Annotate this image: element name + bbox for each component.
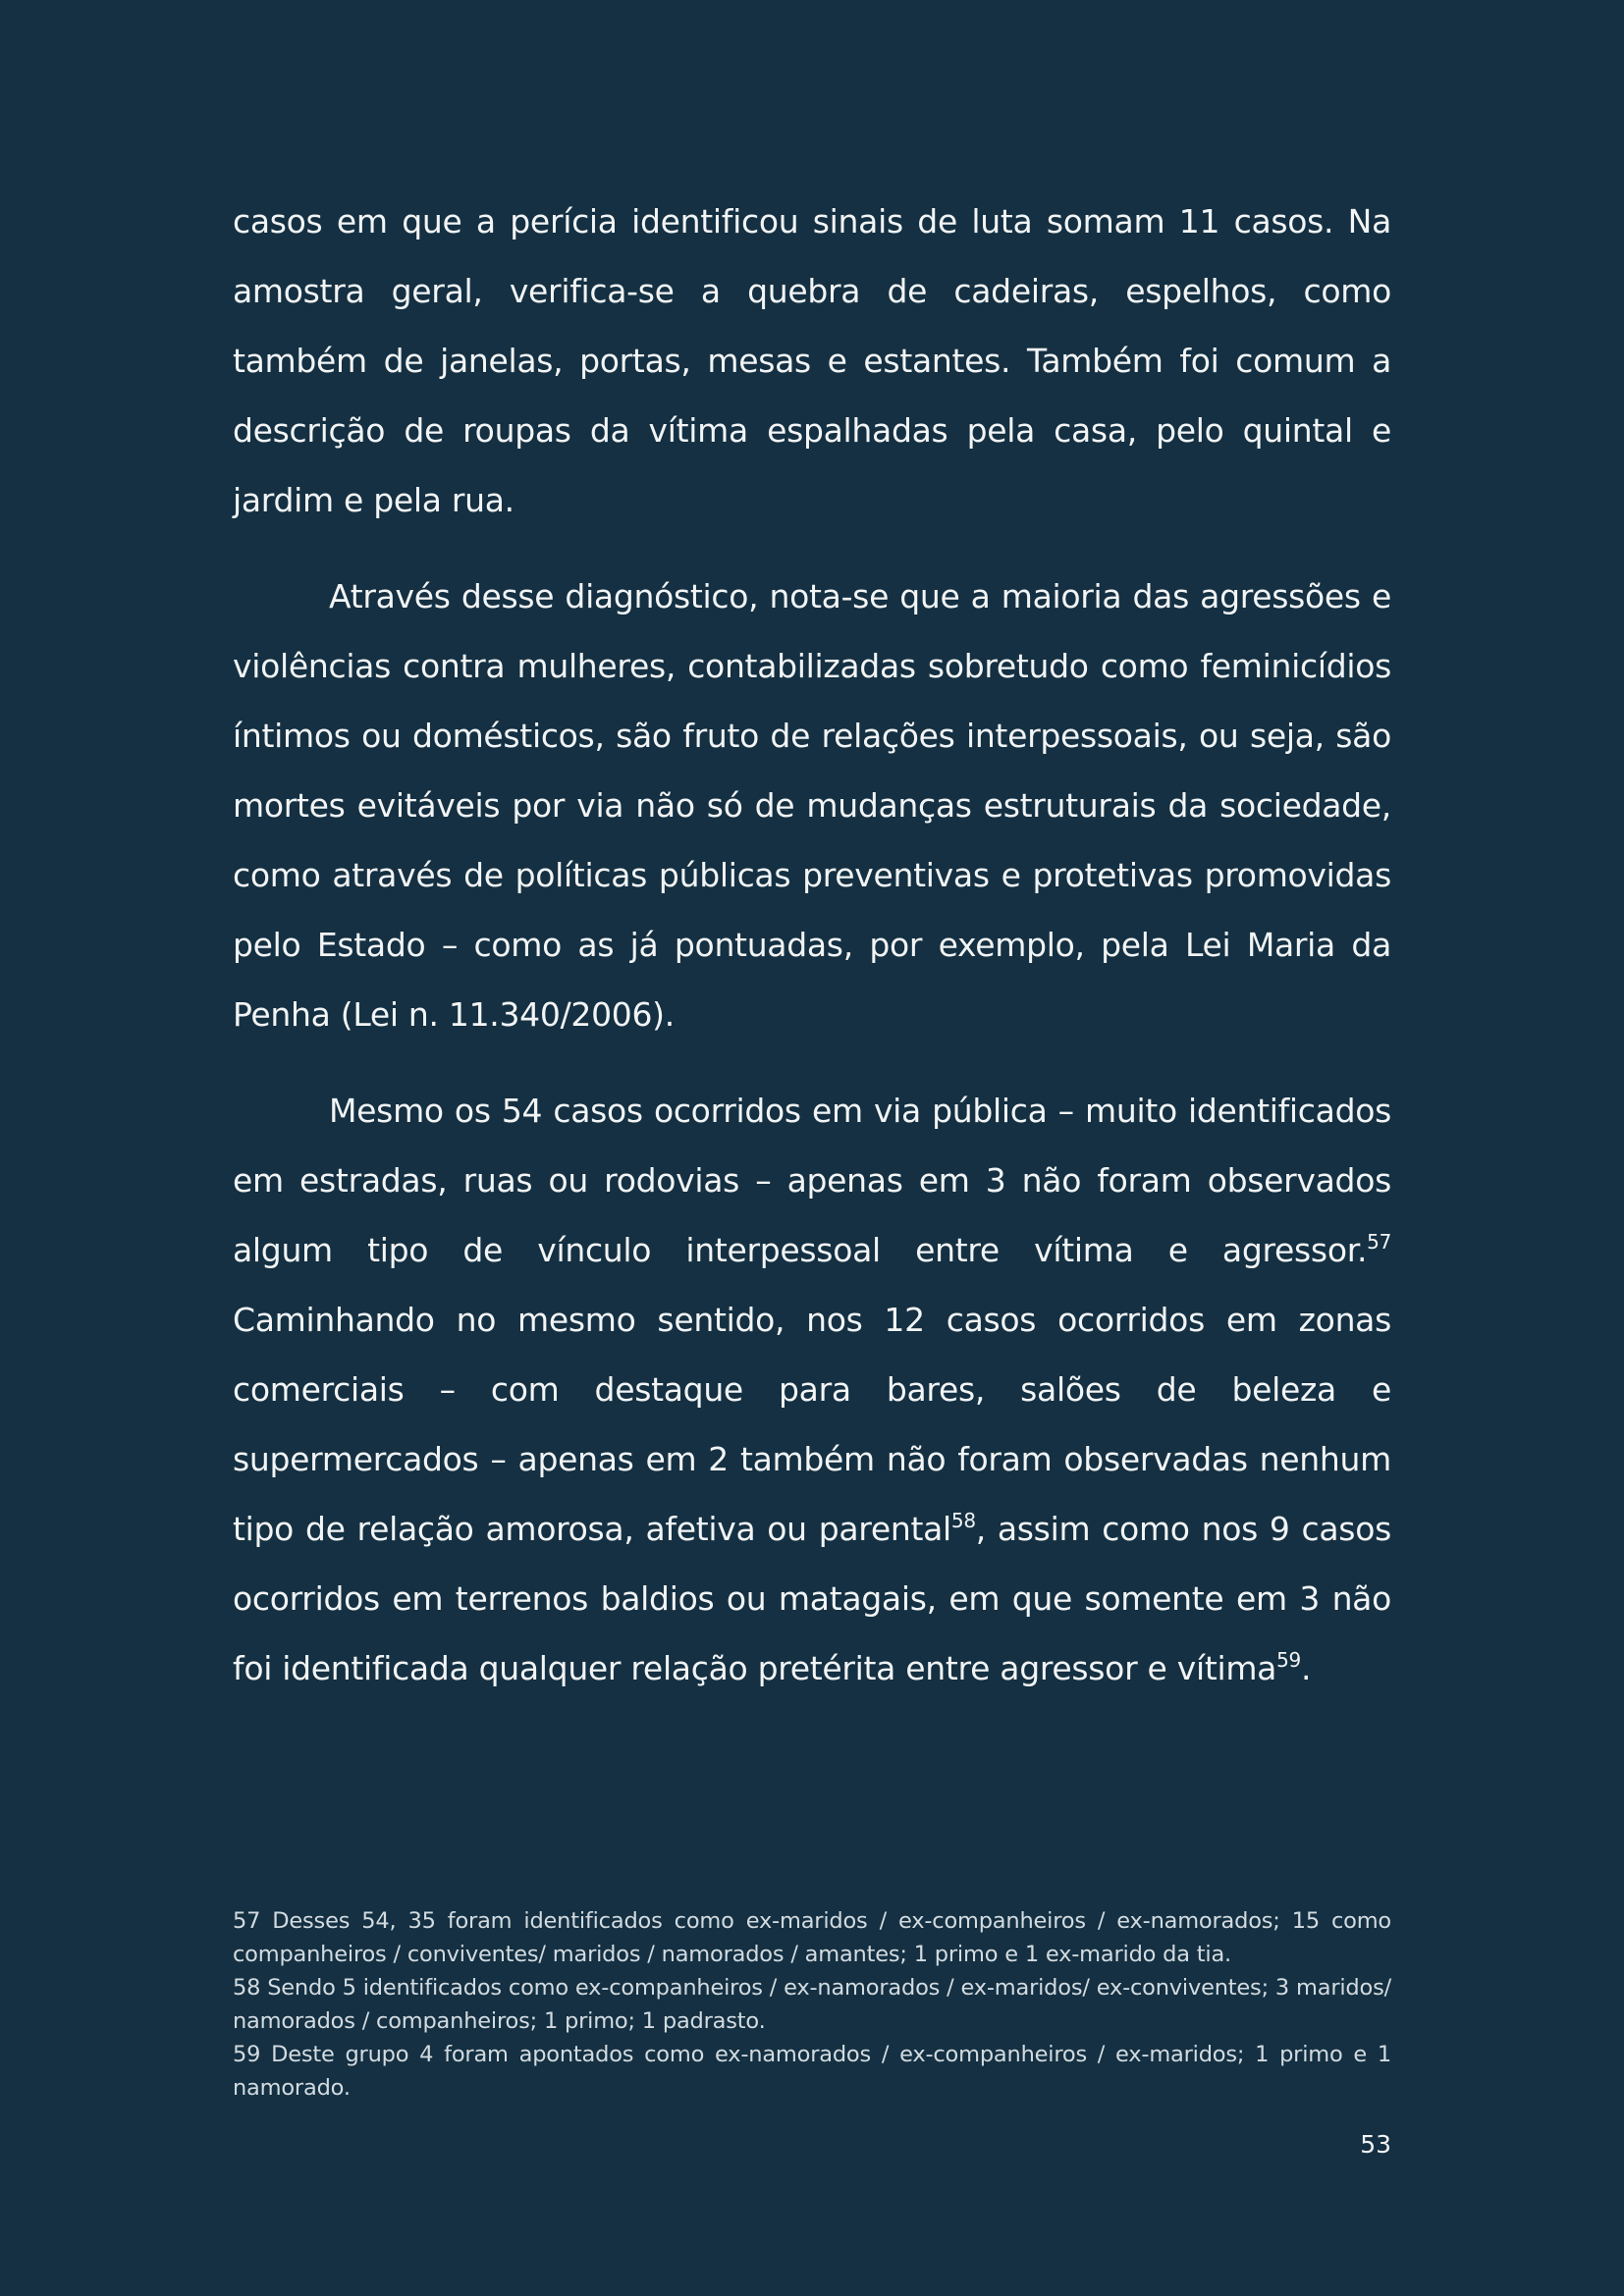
paragraph-text: . [1300,1649,1312,1687]
body-paragraph [233,561,1391,1049]
footnotes [233,1904,1391,2105]
footnote-reference: 57 [1367,1230,1391,1254]
body-text [233,187,1391,1730]
paragraph-text: Caminhando no mesmo sentido, nos 12 casos ocorridos em zonas comerciais – com destaque para bares, salões de beleza e supermercados – apenas em 2 também não foram observadas nenhum tipo de relação amorosa, afetiva ou parental [233,1301,1391,1548]
body-paragraph [233,1076,1391,1703]
paragraph-text: Através desse diagnóstico, nota-se que a maioria das agressões e violências contra mulheres, contabilizadas sobretudo como feminicídios íntimos ou domésticos, são fruto de relações interpessoais, ou seja, são mortes evitáveis por via não só de mudanças estruturais da sociedade, como através de políticas públicas preventivas e protetivas promovidas pelo Estado – como as já pontuadas, por exemplo, pela Lei Maria da Penha (Lei n. 11.340/2006). [233,577,1391,1034]
footnote-reference: 59 [1276,1648,1301,1672]
footnote: 58 Sendo 5 identificados como ex-companheiros / ex-namorados / ex-maridos/ ex-conviventes; 3 maridos/ namorados / companheiros; 1 primo; 1 padrasto. [233,1975,1391,2034]
paragraph-text: Mesmo os 54 casos ocorridos em via pública – muito identificados em estradas, ruas ou rodovias – apenas em 3 não foram observados algum tipo de vínculo interpessoal entre vítima e agressor. [233,1092,1391,1269]
paragraph-text: casos em que a perícia identificou sinais de luta somam 11 casos. Na amostra geral, verifica-se a quebra de cadeiras, espelhos, como também de janelas, portas, mesas e estantes. Também foi comum a descrição de roupas da vítima espalhadas pela casa, pelo quintal e jardim e pela rua. [233,202,1391,519]
page-number: 53 [1360,2130,1391,2159]
footnote: 59 Deste grupo 4 foram apontados como ex-namorados / ex-companheiros / ex-maridos; 1 primo e 1 namorado. [233,2042,1391,2101]
body-paragraph [233,187,1391,535]
paragraph-text: , assim como nos 9 casos ocorridos em terrenos baldios ou matagais, em que somente em 3 não foi identificada qualquer relação pretérita entre agressor e vítima [233,1510,1391,1687]
footnote-reference: 58 [950,1509,976,1532]
footnote: 57 Desses 54, 35 foram identificados como ex-maridos / ex-companheiros / ex-namorados; 15 como companheiros / conviventes/ maridos / namorados / amantes; 1 primo e 1 ex-marido da tia. [233,1908,1391,1967]
